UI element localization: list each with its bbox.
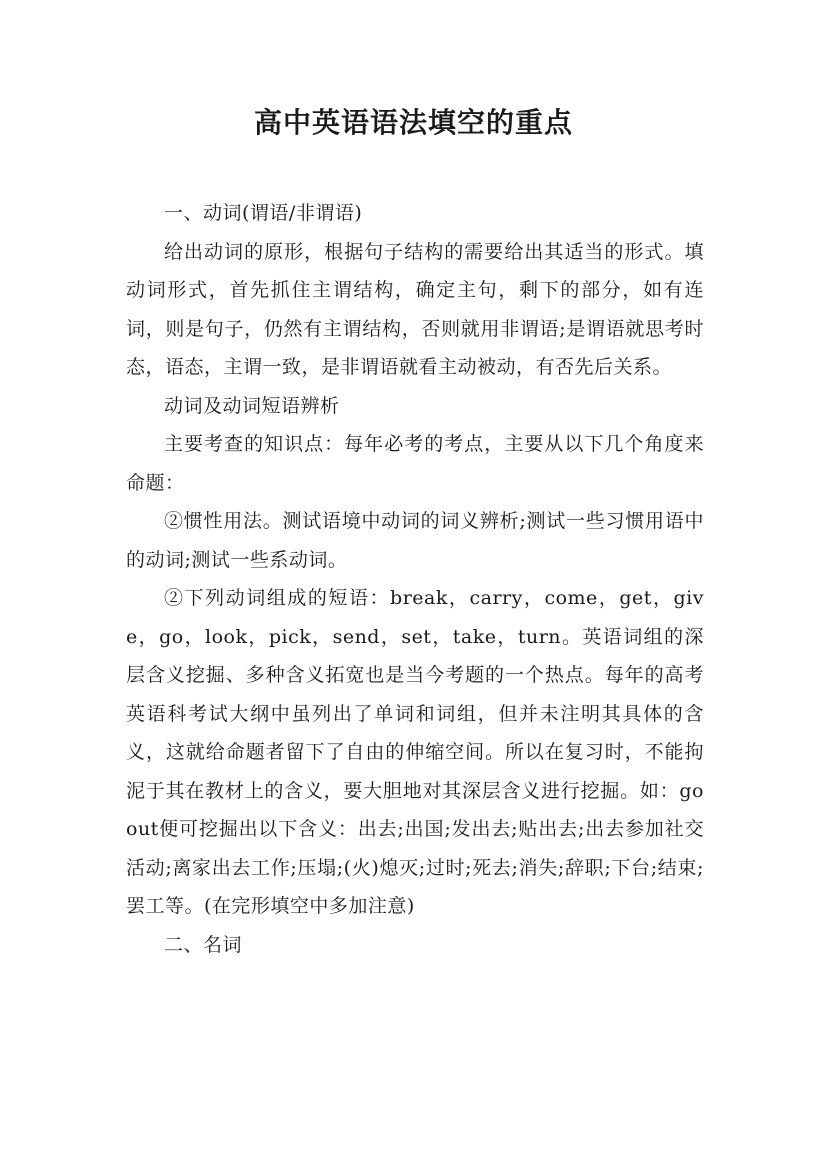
- subheading-verb-phrases: 动词及动词短语辨析: [164, 394, 340, 417]
- document-title: 高中英语语法填空的重点: [253, 106, 573, 139]
- paragraph-habitual-usage: ②惯性用法。测试语境中动词的词义辨析;测试一些习惯用语中的动词;测试一些系动词。: [126, 510, 704, 571]
- paragraph-key-points: 主要考查的知识点：每年必考的考点，主要从以下几个角度来命题：: [126, 433, 704, 494]
- section-heading-nouns: 二、名词: [164, 933, 243, 956]
- paragraph-verb-forms: 给出动词的原形，根据句子结构的需要给出其适当的形式。填动词形式，首先抓住主谓结构，确定主句，剩下的部分，如有连词，则是句子，仍然有主谓结构，否则就用非谓语;是谓语就思考时态，语态，主谓一致，是非谓语就看主动被动，有否先后关系。: [126, 240, 704, 378]
- document-body: [126, 194, 704, 964]
- section-heading-verbs: 一、动词(谓语/非谓语): [164, 202, 363, 224]
- paragraph-phrasal-verbs: ②下列动词组成的短语：break，carry，come，get，give，go，look，pick，send，set，take，turn。英语词组的深层含义挖掘、多种含义拓宽也是当今考题的一个热点。每年的高考英语科考试大纲中虽列出了单词和词组，但并未注明其具体的含义，这就给命题者留下了自由的伸缩空间。所以在复习时，不能拘泥于其在教材上的含义，要大胆地对其深层含义进行挖掘。如：go out便可挖掘出以下含义：出去;出国;发出去;贴出去;出去参加社交活动;离家出去工作;压塌;(火)熄灭;过时;死去;消失;辞职;下台;结束;罢工等。(在完形填空中多加注意): [126, 587, 704, 917]
